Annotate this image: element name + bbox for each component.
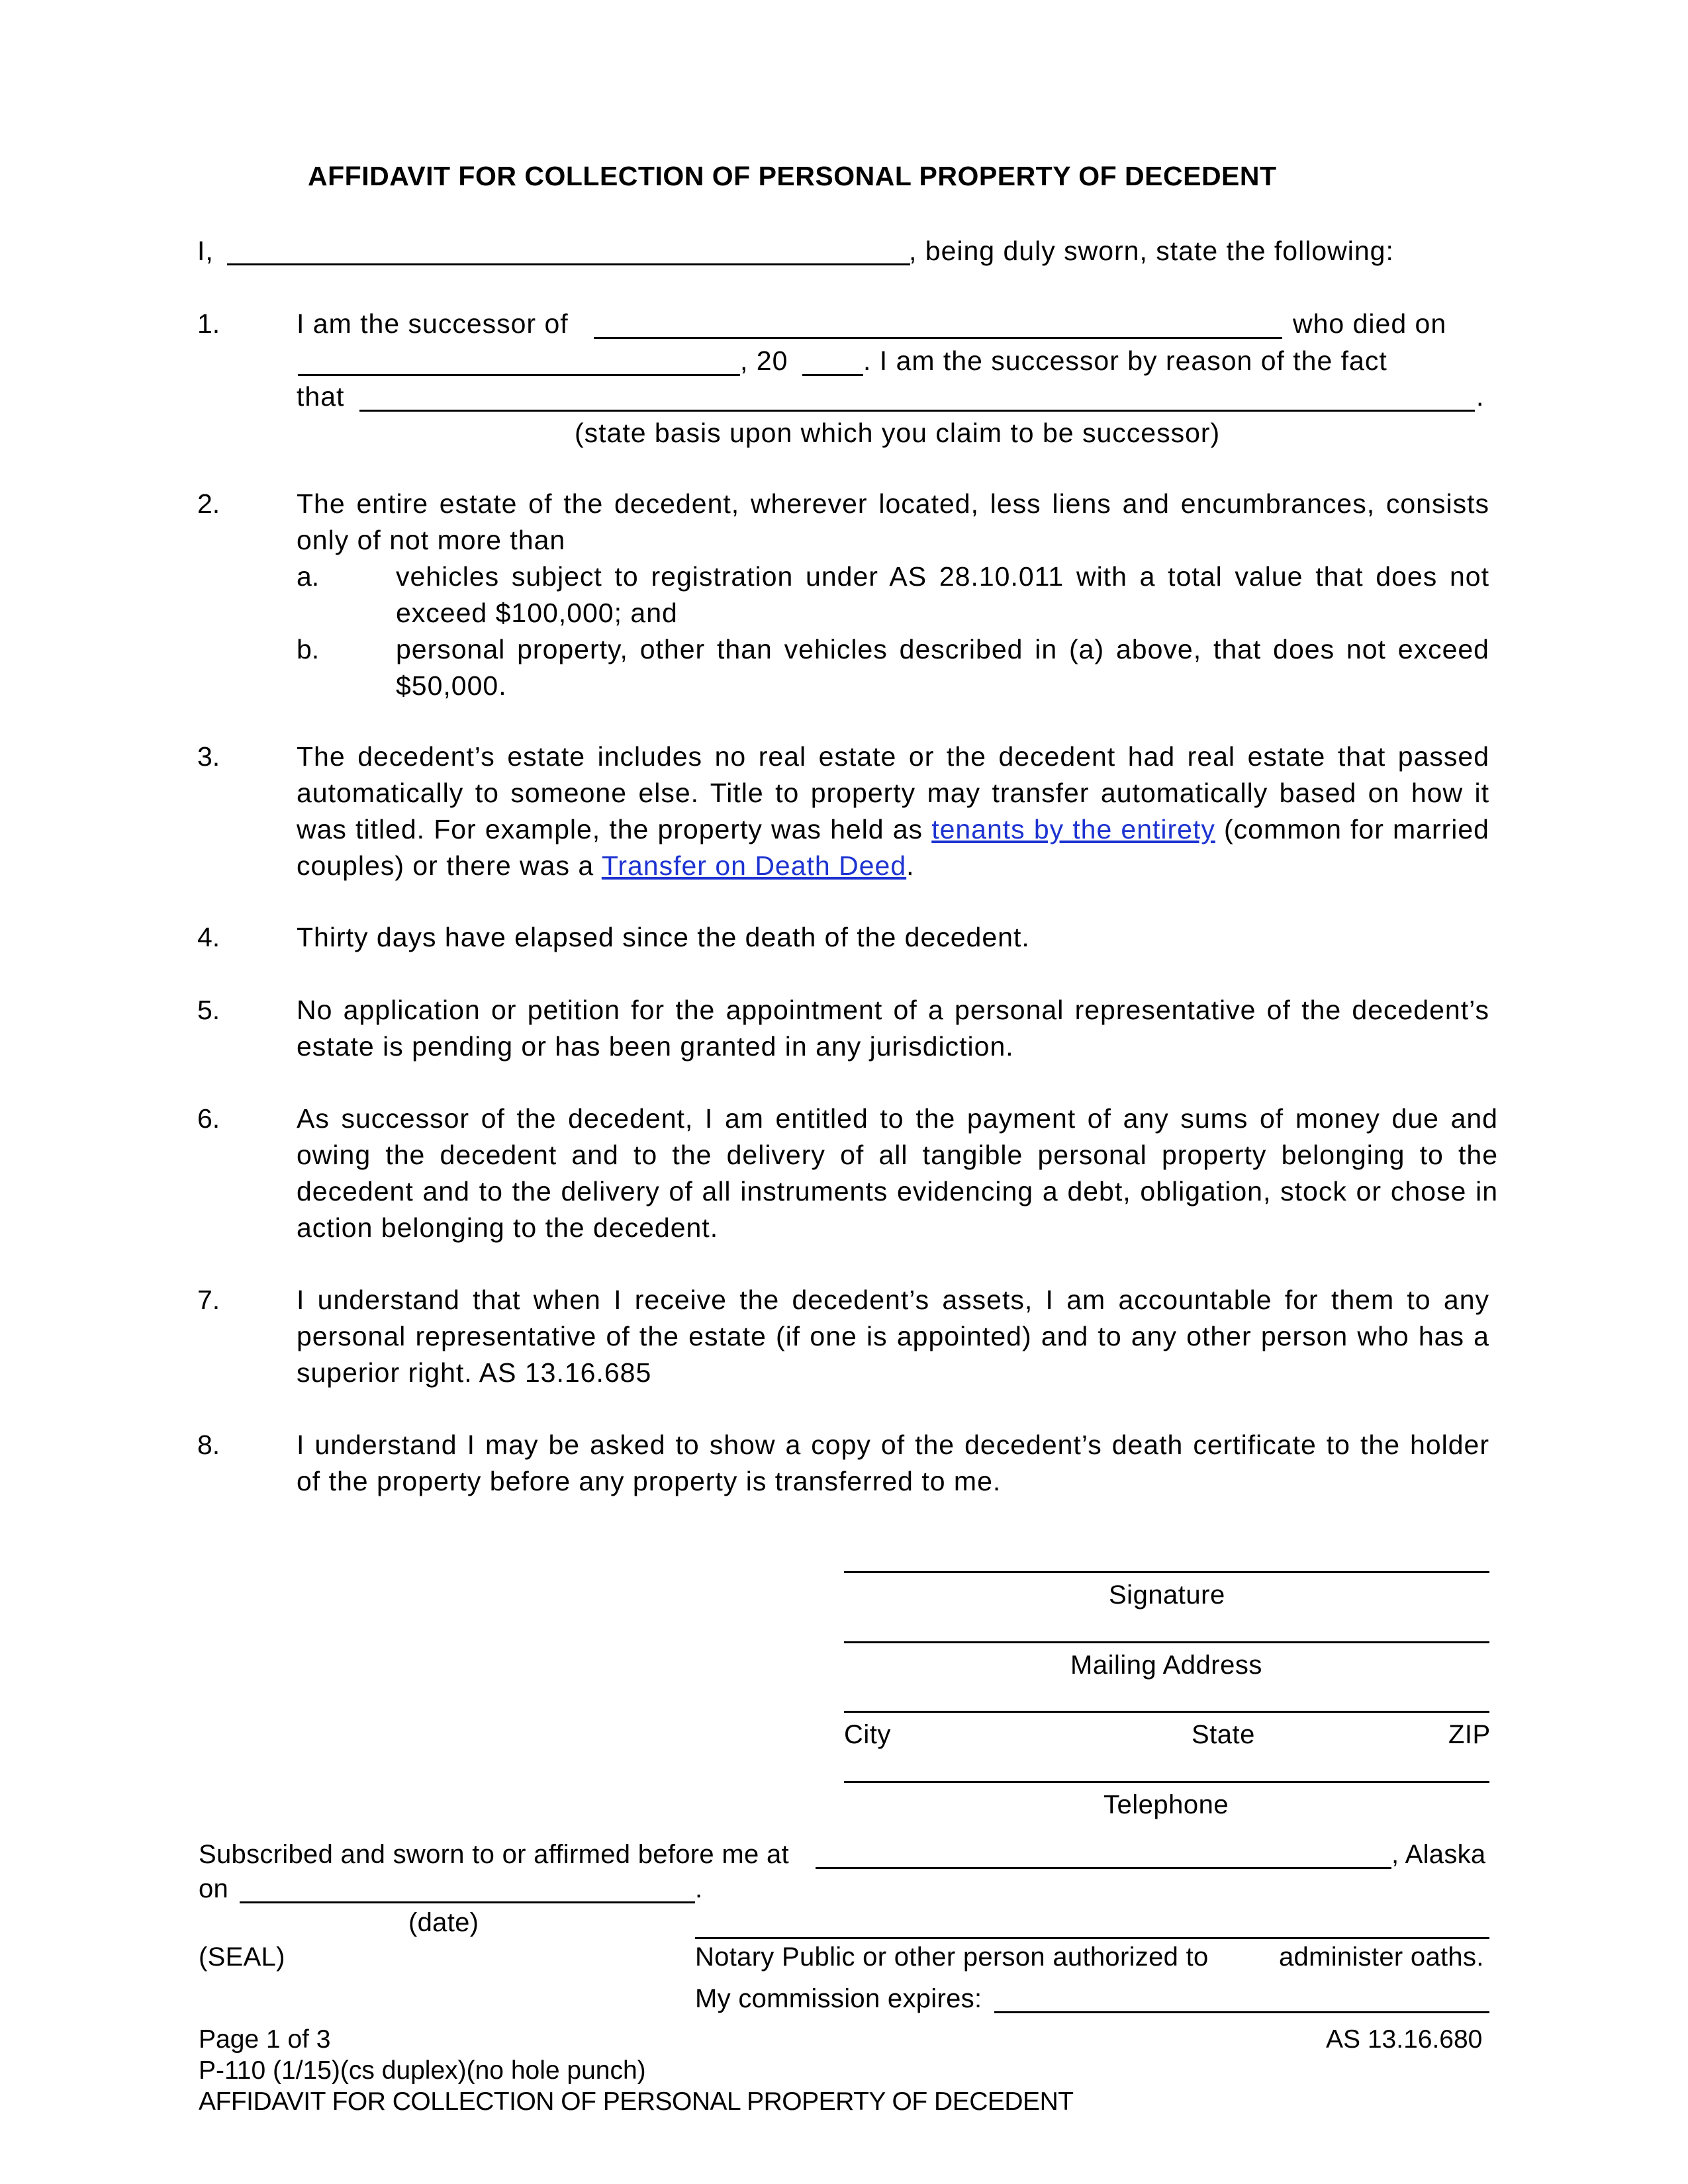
item-4-number: 4. [197,922,220,952]
administer-oaths-label: administer oaths. [1279,1942,1484,1972]
item-5-number: 5. [197,995,220,1025]
item-2-number: 2. [197,488,220,519]
item-2b-label: b. [297,634,320,664]
affiant-name-field[interactable] [227,263,910,265]
death-date-field[interactable] [298,374,740,376]
item-2b-text: personal property, other than vehicles described in (a) above, that does not exceed $50,000. [396,634,1489,701]
state-label: State [1192,1720,1255,1749]
decedent-name-field[interactable] [594,337,1282,339]
sworn-date-field[interactable] [240,1901,695,1903]
item-3-number: 3. [197,741,220,772]
sworn-text: Subscribed and sworn to or affirmed before me at [199,1840,789,1869]
zip-label: ZIP [1448,1720,1491,1749]
city-label: City [844,1720,891,1749]
city-state-zip-field[interactable] [844,1711,1489,1713]
item-1-text-c: , 20 [740,345,788,376]
item-7-number: 7. [197,1285,220,1315]
item-1-text-f: . [1476,381,1485,412]
item-8-number: 8. [197,1430,220,1460]
successor-basis-hint: (state basis upon which you claim to be successor) [575,418,1221,448]
item-6-number: 6. [197,1103,220,1134]
item-2-text: The entire estate of the decedent, wherever located, less liens and encumbrances, consists only of not more than [297,488,1489,555]
item-1-number: 1. [197,308,220,339]
page-number: Page 1 of 3 [199,2025,331,2054]
item-2a-text: vehicles subject to registration under AS 28.10.011 with a total value that does not exceed $100,000; and [396,561,1489,628]
item-3-text-1: The decedent’s estate includes no real estate or the decedent had real estate that passed automatically to someone else. Title to property may transfer automatically based on how it was titled. For example, the property was held as [297,741,1489,844]
notary-label: Notary Public or other person authorized to [695,1942,1209,1972]
signature-field[interactable] [844,1571,1489,1573]
form-number: P-110 (1/15)(cs duplex)(no hole punch) [199,2056,646,2085]
item-3-paragraph [297,739,1489,884]
on-text: on [199,1874,229,1903]
footer-statute: AS 13.16.680 [1326,2025,1483,2054]
commission-expires-field[interactable] [994,2011,1489,2013]
transfer-on-death-deed-link[interactable]: Transfer on Death Deed [601,850,907,881]
item-1-text-b: who died on [1293,308,1447,339]
successor-basis-field[interactable] [359,410,1475,412]
signature-label: Signature [1109,1580,1225,1610]
item-1-text-a: I am the successor of [297,308,569,339]
commission-label: My commission expires: [695,1984,982,2013]
mailing-address-field[interactable] [844,1641,1489,1643]
document-title: AFFIDAVIT FOR COLLECTION OF PERSONAL PROPERTY OF DECEDENT [308,161,1277,191]
item-5-text: No application or petition for the appointment of a personal representative of the decedent’s estate is pending or has been granted in any jurisdiction. [297,995,1489,1062]
intro-prefix: I, [197,236,214,266]
item-1-text-d: . I am the successor by reason of the fact [863,345,1387,376]
item-3-text-2: (common for married couples) or there was a [297,814,1489,881]
item-8-text: I understand I may be asked to show a copy of the decedent’s death certificate to the holder of the property before any property is transferred to me. [297,1430,1489,1496]
mailing-address-label: Mailing Address [1070,1651,1262,1680]
seal-label: (SEAL) [199,1942,285,1972]
tenants-by-entirety-link[interactable]: tenants by the entirety [931,814,1215,844]
date-label: (date) [408,1908,479,1937]
item-6-text: As successor of the decedent, I am entitled to the payment of any sums of money due and owing the decedent and to the delivery of all tangible personal property belonging to the decedent and to the delivery of all instruments evidencing a debt, obligation, stock or chose in action belonging to the decedent. [297,1103,1498,1243]
notary-signature-field[interactable] [695,1937,1489,1939]
item-7-text: I understand that when I receive the decedent’s assets, I am accountable for them to any personal representative of the estate (if one is appointed) and to any other person who has a superior right. AS 13.16.685 [297,1285,1489,1388]
footer-title: AFFIDAVIT FOR COLLECTION OF PERSONAL PROPERTY OF DECEDENT [199,2087,1074,2116]
intro-suffix: , being duly sworn, state the following: [909,236,1394,266]
death-year-field[interactable] [802,374,863,376]
sworn-location-field[interactable] [816,1867,1391,1869]
item-2a-label: a. [297,561,320,592]
on-period: . [695,1874,703,1903]
alaska-text: , Alaska [1391,1840,1486,1869]
item-4-text: Thirty days have elapsed since the death of the decedent. [297,922,1030,952]
item-3-text-3: . [906,850,915,881]
telephone-field[interactable] [844,1781,1489,1783]
item-1-text-e: that [297,381,345,412]
telephone-label: Telephone [1103,1790,1229,1819]
